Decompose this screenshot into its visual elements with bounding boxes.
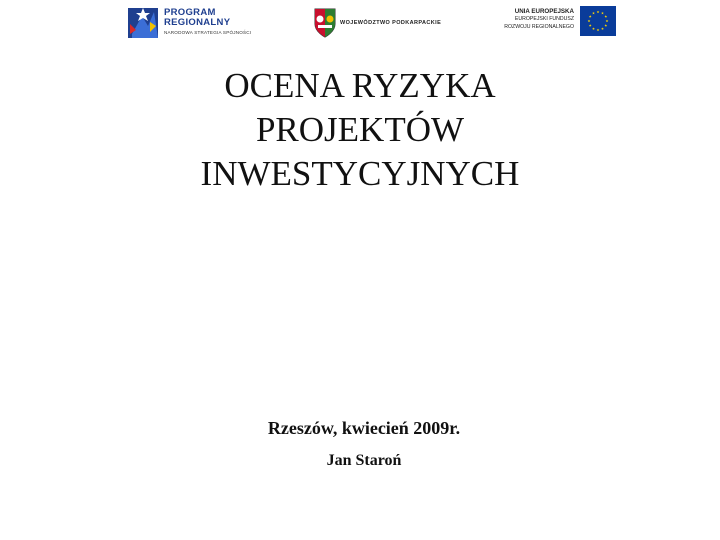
page-title (0, 64, 720, 196)
title-line-2: PROJEKTÓW (255, 110, 465, 149)
program-regionalny-emblem-icon (128, 4, 162, 40)
podkarpackie-logo (312, 6, 462, 40)
eu-line1: UNIA EUROPEJSKA (514, 8, 574, 15)
eu-text (496, 8, 574, 31)
coat-of-arms-icon (312, 6, 338, 40)
program-regionalny-line1: PROGRAM (164, 7, 216, 18)
eu-logo (496, 6, 620, 40)
program-regionalny-text (164, 8, 251, 37)
program-regionalny-line2: REGIONALNY (164, 17, 231, 28)
program-regionalny-line3: NARODOWA STRATEGIA SPÓJNOŚCI (164, 30, 252, 35)
program-regionalny-logo (128, 4, 252, 40)
eu-flag-icon (580, 6, 616, 36)
eu-line2: EUROPEJSKI FUNDUSZ (514, 16, 574, 22)
title-line-3: INWESTYCYJNYCH (200, 154, 520, 193)
eu-line3: ROZWOJU REGIONALNEGO (504, 23, 574, 30)
logo-bar (0, 0, 720, 50)
author-name: Jan Staroń (326, 452, 402, 469)
title-line-1: OCENA RYZYKA (224, 66, 496, 105)
place-date: Rzeszów, kwiecień 2009r. (267, 418, 461, 438)
podkarpackie-text: WOJEWÓDZTWO PODKARPACKIE (340, 20, 442, 26)
